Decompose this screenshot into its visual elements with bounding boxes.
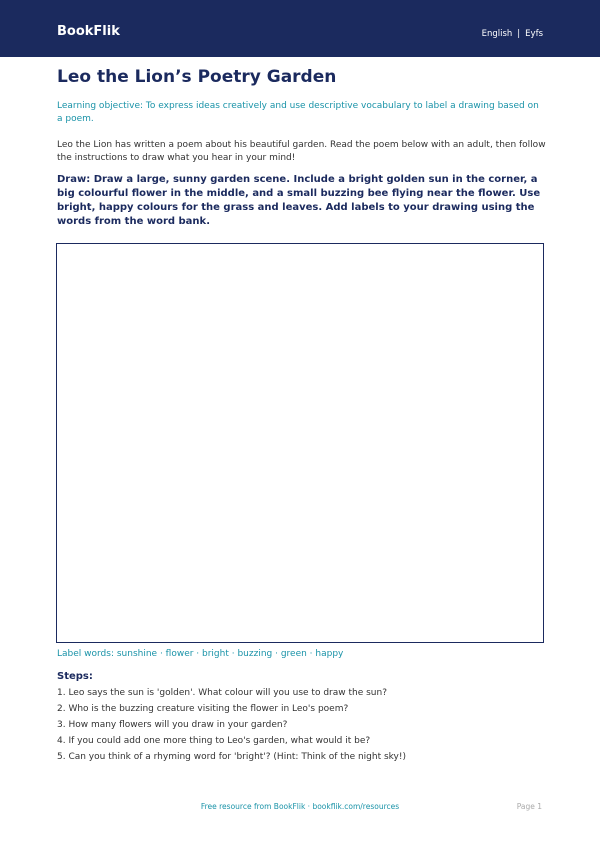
drawing-area[interactable]: [56, 243, 544, 643]
steps-list: [57, 687, 547, 767]
meta-separator: |: [517, 29, 521, 39]
page-number: Page 1: [516, 802, 542, 811]
header-meta: [482, 28, 543, 40]
brand-logo[interactable]: BookFlik: [57, 24, 120, 39]
step-item: 5. Can you think of a rhyming word for 'bright'? (Hint: Think of the night sky!): [57, 752, 407, 762]
step-item: 4. If you could add one more thing to Leo's garden, what would it be?: [57, 736, 371, 746]
steps-heading: Steps:: [57, 671, 93, 682]
language-label: English: [481, 29, 513, 39]
page-title: Leo the Lion’s Poetry Garden: [57, 67, 337, 87]
footer-credit[interactable]: Free resource from BookFlik · bookflik.com/resources: [200, 802, 400, 811]
learning-objective: Learning objective: To express ideas creatively and use descriptive vocabulary to label a drawing based on a poem.: [57, 101, 539, 124]
step-item: 2. Who is the buzzing creature visiting the flower in Leo's poem?: [57, 704, 349, 714]
intro-text: Leo the Lion has written a poem about his beautiful garden. Read the poem below with an adult, then follow the instructions to draw what you hear in your mind!: [57, 140, 546, 163]
label-words: Label words: sunshine · flower · bright · buzzing · green · happy: [57, 649, 344, 659]
draw-instructions: Draw: Draw a large, sunny garden scene. Include a bright golden sun in the corner, a big colourful flower in the middle, and a small buzzing bee flying near the flower. Use bright, happy colours for the grass and leaves. Add labels to your drawing using the words from the word bank.: [57, 174, 541, 227]
level-label: Eyfs: [525, 29, 543, 39]
header-bar: [0, 0, 600, 57]
step-item: 3. How many flowers will you draw in your garden?: [57, 720, 288, 730]
step-item: 1. Leo says the sun is 'golden'. What colour will you use to draw the sun?: [57, 688, 387, 698]
